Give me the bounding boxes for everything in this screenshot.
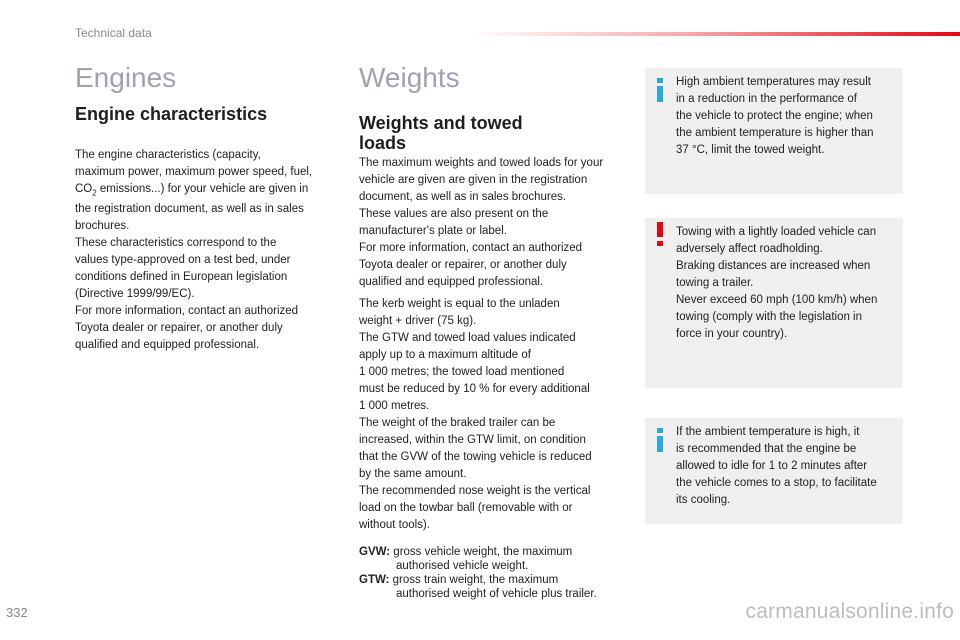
weights-title: Weights [359, 62, 460, 93]
glossary-definition: gross train weight, the maximum [392, 574, 559, 586]
glossary [359, 545, 597, 601]
glossary-term: GTW: [359, 574, 390, 586]
note-text: If the ambient temperature is high, it is recommended that the engine be allowed to idle for 1 to 2 minutes after the vehicle comes to a stop, to facilitate its cooling. [676, 426, 877, 506]
weights-paragraph-2: The kerb weight is equal to the unladen weight + driver (75 kg). The GTW and towed load values indicated apply up to a maximum altitude of 1 000 metres; the towed load mentioned must be reduced by 10 % for every additional 1 000 metres. The weight of the braked trailer can be increased, within the GTW limit, on condition that the GVW of the towing vehicle is reduced by the same amount. The recommended nose weight is the vertical load on the towbar ball (removable with or without tools). [359, 298, 592, 531]
section-label: Technical data [75, 26, 152, 40]
glossary-definition: gross vehicle weight, the maximum [393, 546, 573, 558]
note-text: Towing with a lightly loaded vehicle can adversely affect roadholding. Braking distances are increased when towing a trailer. Never exceed 60 mph (100 km/h) when towing (comply with the legislation in force in your country). [676, 226, 878, 340]
glossary-entry-gvw [359, 545, 597, 559]
info-note-high-temperature [645, 68, 903, 194]
info-icon [653, 78, 667, 102]
weights-towed-loads-heading: Weights and towed loads [359, 113, 523, 153]
info-note-idle-cooling [645, 418, 903, 524]
info-icon [653, 428, 667, 452]
note-text: High ambient temperatures may result in a reduction in the performance of the vehicle to protect the engine; when the ambient temperature is higher than 37 °C, limit the towed weight. [676, 76, 874, 156]
glossary-definition-cont: authorised weight of vehicle plus trailer. [396, 588, 597, 600]
engine-characteristics-heading: Engine characteristics [75, 104, 268, 124]
glossary-term: GVW: [359, 546, 391, 558]
header-accent-bar [470, 32, 960, 36]
glossary-entry-gtw [359, 573, 597, 587]
watermark: carmanualsonline.info [745, 600, 954, 623]
engines-title: Engines [75, 62, 177, 93]
exclamation-icon [653, 222, 667, 248]
engines-paragraph: The engine characteristics (capacity, maximum power, maximum power speed, fuel, $CO_2$ emissions...) for your vehicle are given in the registration document, as well as in sales brochures. These characteristics correspond to the values type-approved on a test bed, under conditions defined in European legislation (Directive 1999/99/EC). For more information, contact an authorized Toyota dealer or repairer, or another duly qualified and equipped professional. [75, 149, 313, 352]
weights-paragraph-1: The maximum weights and towed loads for your vehicle are given are given in the registration document, as well as in sales brochures. These values are also present on the manufacturer's plate or label. For more information, contact an authorized Toyota dealer or repairer, or another duly qualified and equipped professional. [359, 157, 604, 288]
glossary-definition-cont: authorised vehicle weight. [396, 560, 529, 572]
page-number: 332 [6, 605, 28, 620]
warning-note-towing [645, 218, 903, 388]
